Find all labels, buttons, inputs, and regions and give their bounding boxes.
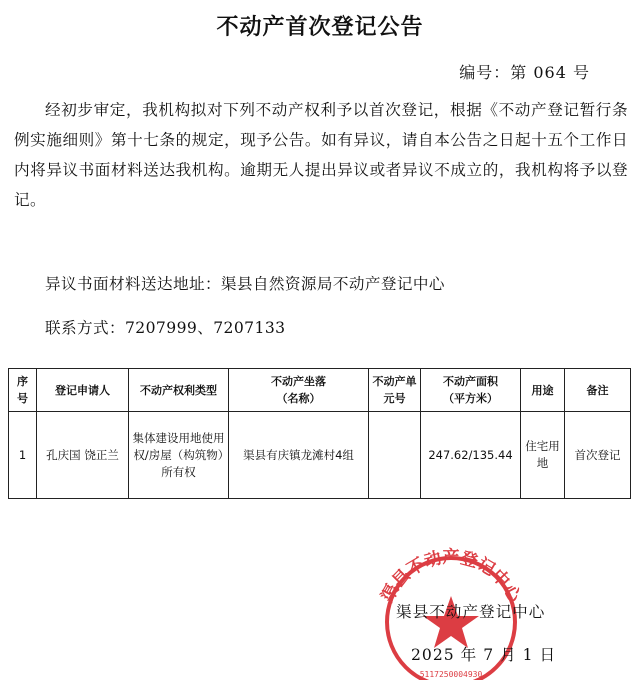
header-area	[421, 369, 521, 412]
header-remark: 备注	[565, 369, 631, 412]
seal-code: 5117250004930	[419, 670, 483, 679]
header-area-line2: （平方米）	[443, 392, 498, 405]
cell-use: 住宅用地	[521, 412, 565, 499]
header-location-line1: 不动产坐落	[271, 375, 326, 388]
announcement-body: 经初步审定，我机构拟对下列不动产权利予以首次登记，根据《不动产登记暂行条例实施细则》第十七条的规定，现予公告。如有异议，请自本公告之日起十五个工作日内将异议书面材料送达我机构。逾期无人提出异议或者异议不成立的，我机构将予以登记。	[14, 101, 628, 209]
document-title: 不动产首次登记公告	[216, 15, 424, 40]
cell-location: 渠县有庆镇龙滩村4组	[229, 412, 369, 499]
header-applicant: 登记申请人	[37, 369, 129, 412]
cell-seq: 1	[9, 412, 37, 499]
header-use: 用途	[521, 369, 565, 412]
objection-address: 异议书面材料送达地址：渠县自然资源局不动产登记中心	[45, 275, 445, 293]
issuer-signature: 渠县不动产登记中心	[396, 603, 546, 621]
header-seq: 序号	[9, 369, 37, 412]
header-right-type: 不动产权利类型	[129, 369, 229, 412]
header-location-line2: （名称）	[276, 392, 321, 405]
header-location	[229, 369, 369, 412]
table-header-row	[9, 369, 631, 412]
cell-applicant: 孔庆国 饶正兰	[37, 412, 129, 499]
issue-date: 2025 年 7 月 1 日	[411, 646, 557, 664]
cell-unit-no	[369, 412, 421, 499]
cell-remark: 首次登记	[565, 412, 631, 499]
seal-text: 渠县不动产登记中心	[377, 547, 525, 606]
header-area-line1: 不动产面积	[443, 375, 498, 388]
registration-table	[8, 368, 631, 499]
table-row	[9, 412, 631, 499]
document-number: 编号：第 064 号	[459, 63, 590, 82]
header-unit-no: 不动产单元号	[369, 369, 421, 412]
cell-area: 247.62/135.44	[421, 412, 521, 499]
cell-right-type: 集体建设用地使用权/房屋（构筑物）所有权	[129, 412, 229, 499]
contact-info: 联系方式：7207999、7207133	[45, 319, 286, 337]
